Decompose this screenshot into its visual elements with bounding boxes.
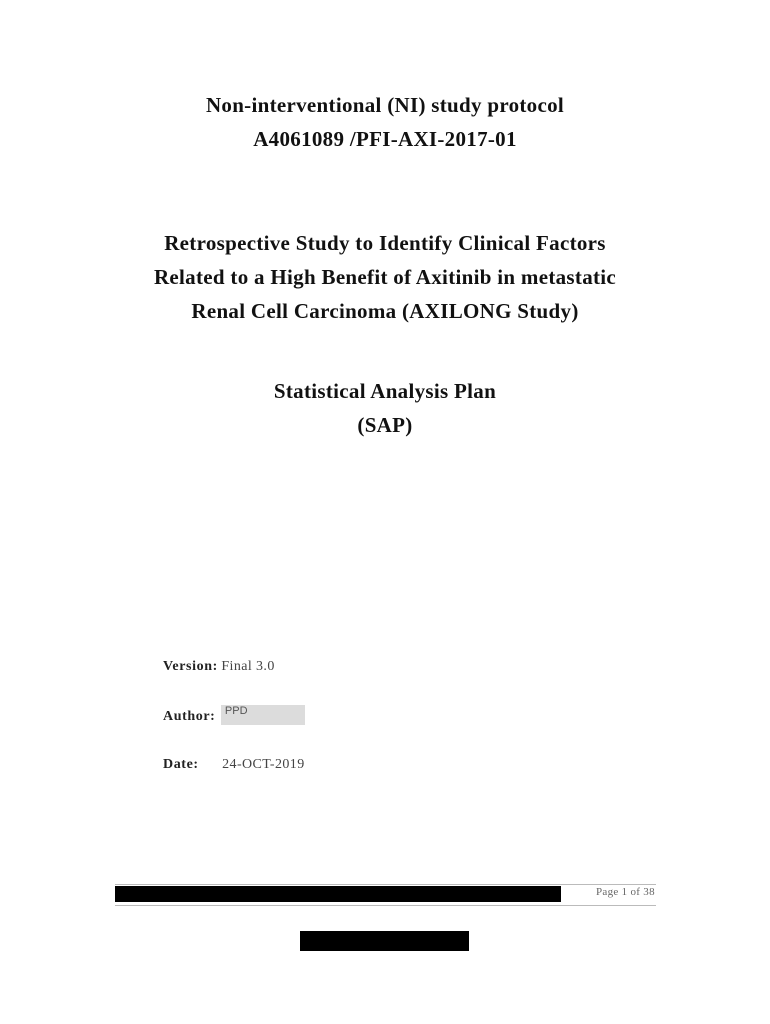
document-type-line-2: (SAP) bbox=[357, 413, 413, 437]
protocol-heading bbox=[0, 88, 770, 156]
protocol-name: Non-interventional (NI) study protocol bbox=[205, 93, 565, 117]
study-title bbox=[0, 226, 770, 328]
document-type bbox=[0, 374, 770, 442]
author-label: Author: bbox=[163, 709, 216, 725]
date-value: 24-OCT-2019 bbox=[222, 757, 305, 772]
author-redacted-value: PPD bbox=[221, 705, 305, 725]
date-label: Date: bbox=[163, 757, 199, 772]
date-row bbox=[163, 757, 305, 773]
version-label: Version: bbox=[163, 659, 218, 674]
version-value: Final 3.0 bbox=[221, 659, 275, 674]
page-number: Page 1 of 38 bbox=[596, 886, 655, 898]
study-title-line-3: Renal Cell Carcinoma (AXILONG Study) bbox=[191, 299, 579, 323]
protocol-number: A4061089 /PFI-AXI-2017-01 bbox=[253, 127, 517, 151]
bottom-redaction-bar bbox=[300, 931, 469, 951]
footer-rule-bottom bbox=[115, 905, 656, 906]
author-row bbox=[163, 707, 305, 727]
version-row bbox=[163, 659, 275, 675]
document-type-line-1: Statistical Analysis Plan bbox=[273, 379, 497, 403]
footer-redaction-bar bbox=[115, 886, 561, 902]
footer-rule-top bbox=[115, 884, 656, 885]
study-title-line-1: Retrospective Study to Identify Clinical Factors bbox=[164, 231, 606, 255]
study-title-line-2: Related to a High Benefit of Axitinib in metastatic bbox=[153, 265, 617, 289]
